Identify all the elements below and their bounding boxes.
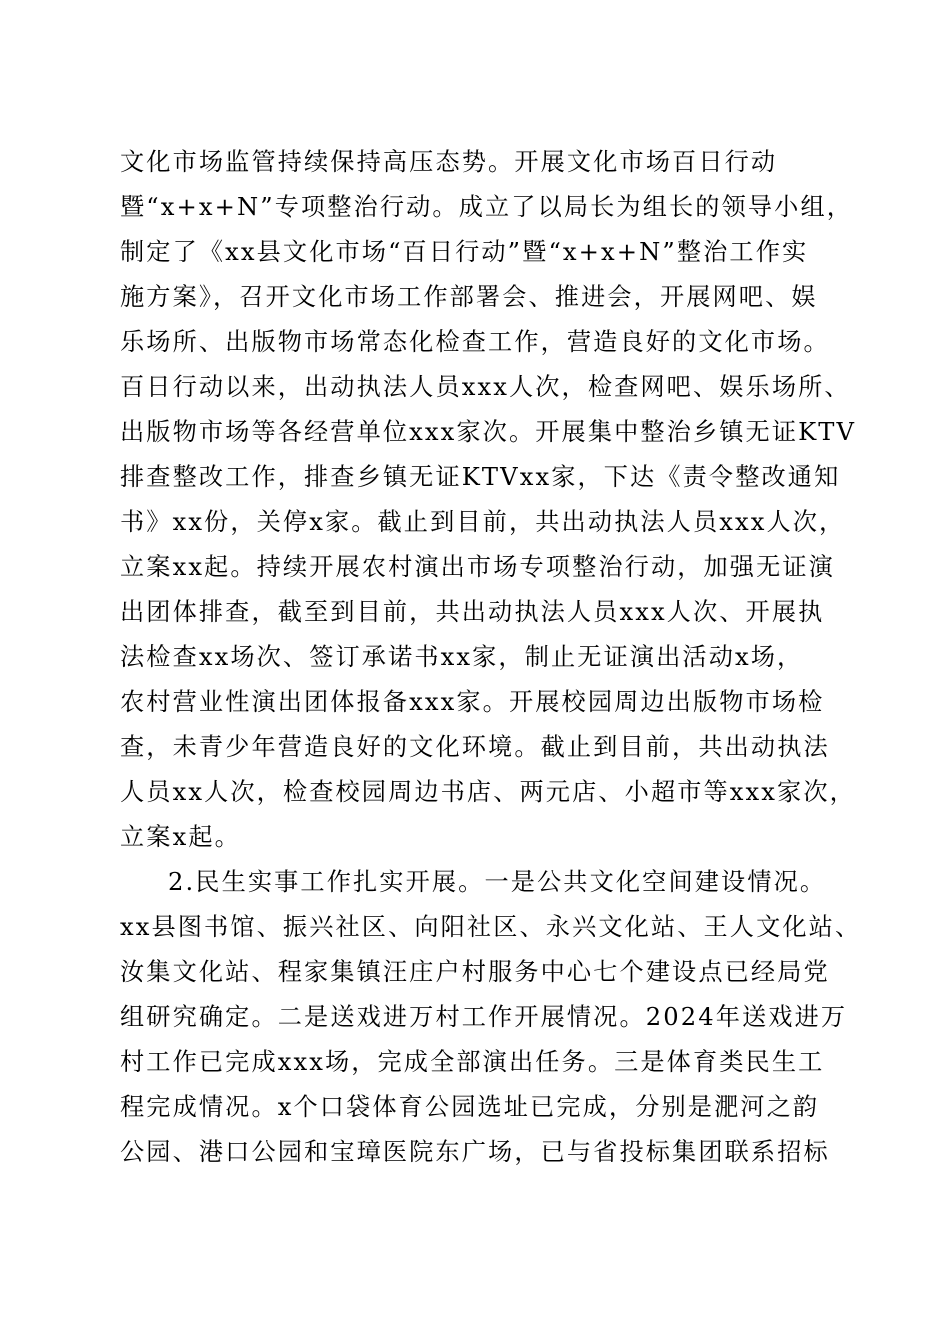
text-line: 公园、港口公园和宝璋医院东广场，已与省投标集团联系招标 xyxy=(120,1138,830,1166)
text-line: 制定了《xx县文化市场“百日行动”暨“x+x+N”整治工作实 xyxy=(120,238,809,266)
text-line: 村工作已完成xxx场，完成全部演出任务。三是体育类民生工 xyxy=(120,1048,825,1076)
text-line: 暨“x+x+N”专项整治行动。成立了以局长为组长的领导小组， xyxy=(120,193,854,221)
text-line: 百日行动以来，出动执法人员xxx人次，检查网吧、娱乐场所、 xyxy=(120,373,851,401)
text-line: 程完成情况。x个口袋体育公园选址已完成，分别是淝河之韵 xyxy=(120,1093,820,1121)
text-line: 法检查xx场次、签订承诺书xx家，制止无证演出活动x场， xyxy=(120,643,804,671)
text-line: 人员xx人次，检查校园周边书店、两元店、小超市等xxx家次， xyxy=(120,778,856,806)
text-line: 出版物市场等各经营单位xxx家次。开展集中整治乡镇无证KTV xyxy=(120,418,857,446)
paragraph-1 xyxy=(120,140,857,860)
text-line: 立案xx起。持续开展农村演出市场专项整治行动，加强无证演 xyxy=(120,553,835,581)
paragraph-2 xyxy=(120,860,862,1175)
text-line: 排查整改工作，排查乡镇无证KTVxx家，下达《责令整改通知 xyxy=(120,463,841,491)
text-line: 文化市场监管持续保持高压态势。开展文化市场百日行动 xyxy=(120,148,778,176)
text-line: 施方案》，召开文化市场工作部署会、推进会，开展网吧、娱 xyxy=(120,283,818,311)
text-line: 2.民生实事工作扎实开展。一是公共文化空间建设情况。 xyxy=(168,868,827,896)
text-line: 书》xx份，关停x家。截止到目前，共出动执法人员xxx人次， xyxy=(120,508,846,536)
text-line: 汝集文化站、程家集镇汪庄户村服务中心七个建设点已经局党 xyxy=(120,958,830,986)
text-line: 查，未青少年营造良好的文化环境。截止到目前，共出动执法 xyxy=(120,733,830,761)
text-line: xx县图书馆、振兴社区、向阳社区、永兴文化站、王人文化站、 xyxy=(120,913,862,941)
text-line: 组研究确定。二是送戏进万村工作开展情况。2024年送戏进万 xyxy=(120,1003,848,1031)
text-line: 乐场所、出版物市场常态化检查工作，营造良好的文化市场。 xyxy=(120,328,830,356)
text-line: 立案x起。 xyxy=(120,823,241,851)
body-text xyxy=(120,140,862,1175)
text-line: 农村营业性演出团体报备xxx家。开展校园周边出版物市场检 xyxy=(120,688,825,716)
text-line: 出团体排查，截至到目前，共出动执法人员xxx人次、开展执 xyxy=(120,598,825,626)
